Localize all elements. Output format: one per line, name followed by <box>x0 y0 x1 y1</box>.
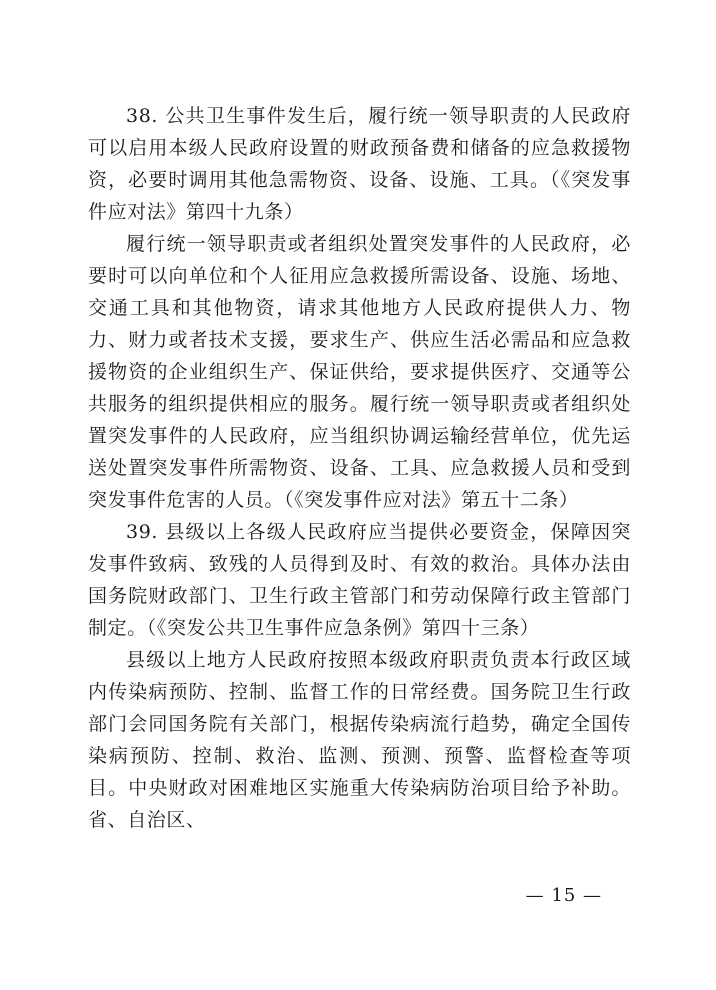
paragraph-requisition: 履行统一领导职责或者组织处置突发事件的人民政府，必要时可以向单位和个人征用应急救援所需设备、设施、场地、交通工具和其他物资，请求其他地方人民政府提供人力、物力、财力或者技术支援，要求生产、供应生活必需品和应急救援物资的企业组织生产、保证供给，要求提供医疗、交通等公共服务的组织提供相应的服务。履行统一领导职责或者组织处置突发事件的人民政府，应当组织协调运输经营单位，优先运送处置突发事件所需物资、设备、工具、应急救援人员和受到突发事件危害的人员。（《突发事件应对法》第五十二条） <box>88 233 631 511</box>
paragraph-article-38: 38. 公共卫生事件发生后，履行统一领导职责的人民政府可以启用本级人民政府设置的财政预备费和储备的应急救援物资，必要时调用其他急需物资、设备、设施、工具。（《突发事件应对法》第四十九条） <box>88 105 631 223</box>
paragraph-funding: 县级以上地方人民政府按照本级政府职责负责本行政区域内传染病预防、控制、监督工作的日常经费。国务院卫生行政部门会同国务院有关部门，根据传染病流行趋势，确定全国传染病预防、控制、救治、监测、预测、预警、监督检查等项目。中央财政对困难地区实施重大传染病防治项目给予补助。省、自治区、 <box>88 649 631 831</box>
page-number: — 15 — <box>525 885 602 906</box>
body-text <box>88 100 631 836</box>
paragraph-article-39: 39. 县级以上各级人民政府应当提供必要资金，保障因突发事件致病、致残的人员得到及时、有效的救治。具体办法由国务院财政部门、卫生行政主管部门和劳动保障行政主管部门制定。（《突发公共卫生事件应急条例》第四十三条） <box>88 521 631 639</box>
